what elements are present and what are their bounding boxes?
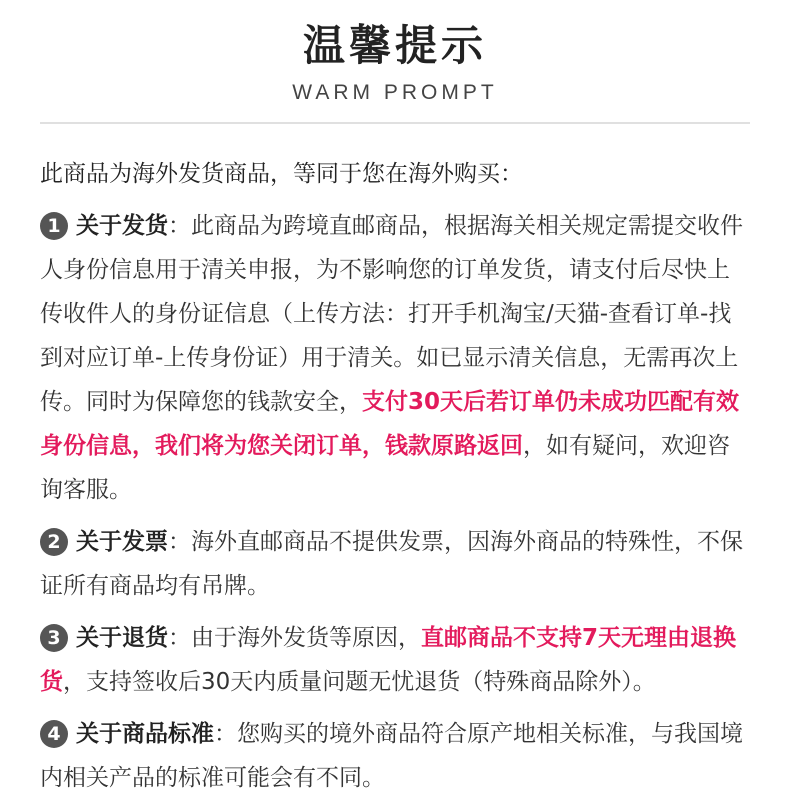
item-label: 关于发货 [76, 213, 168, 239]
item-label: 关于退货 [76, 625, 168, 651]
notice-content [0, 124, 790, 800]
item-text-tail: ，如有疑问，欢迎咨询客服。 [40, 433, 730, 503]
item-text: ：由于海外发货等原因， [168, 625, 421, 651]
item-text: ：海外直邮商品不提供发票，因海外商品的特殊性，不保证所有商品均有吊牌。 [40, 529, 743, 599]
page-title: 温馨提示 [302, 21, 487, 70]
item-highlight: 支付30天后若订单仍未成功匹配有效身份信息，我们将为您关闭订单，钱款原路返回 [40, 389, 740, 459]
intro-text: 此商品为海外发货商品，等同于您在海外购买： [40, 161, 523, 187]
number-badge-3: 3 [40, 624, 68, 652]
notice-item-shipping [40, 204, 750, 512]
item-highlight: 直邮商品不支持7天无理由退换货 [40, 625, 737, 695]
notice-item-standards [40, 712, 750, 800]
header [0, 0, 790, 106]
item-label: 关于商品标准 [76, 721, 214, 747]
item-text-tail: ，支持签收后30天内质量问题无忧退货（特殊商品除外）。 [63, 669, 656, 695]
item-text: ：您购买的境外商品符合原产地相关标准，与我国境内相关产品的标准可能会有不同。 [40, 721, 743, 791]
number-badge-4: 4 [40, 720, 68, 748]
notice-item-returns [40, 616, 750, 704]
item-label: 关于发票 [76, 529, 168, 555]
notice-item-invoice [40, 520, 750, 608]
item-text: ：此商品为跨境直邮商品，根据海关相关规定需提交收件人身份信息用于清关申报，为不影响您的订单发货，请支付后尽快上传收件人的身份证信息（上传方法：打开手机淘宝/天猫-查看订单-找到对应订单-上传身份证）用于清关。如已显示清关信息，无需再次上传。同时为保障您的钱款安全， [40, 213, 743, 415]
number-badge-1: 1 [40, 212, 68, 240]
number-badge-2: 2 [40, 528, 68, 556]
page-subtitle: WARM PROMPT [292, 81, 498, 104]
